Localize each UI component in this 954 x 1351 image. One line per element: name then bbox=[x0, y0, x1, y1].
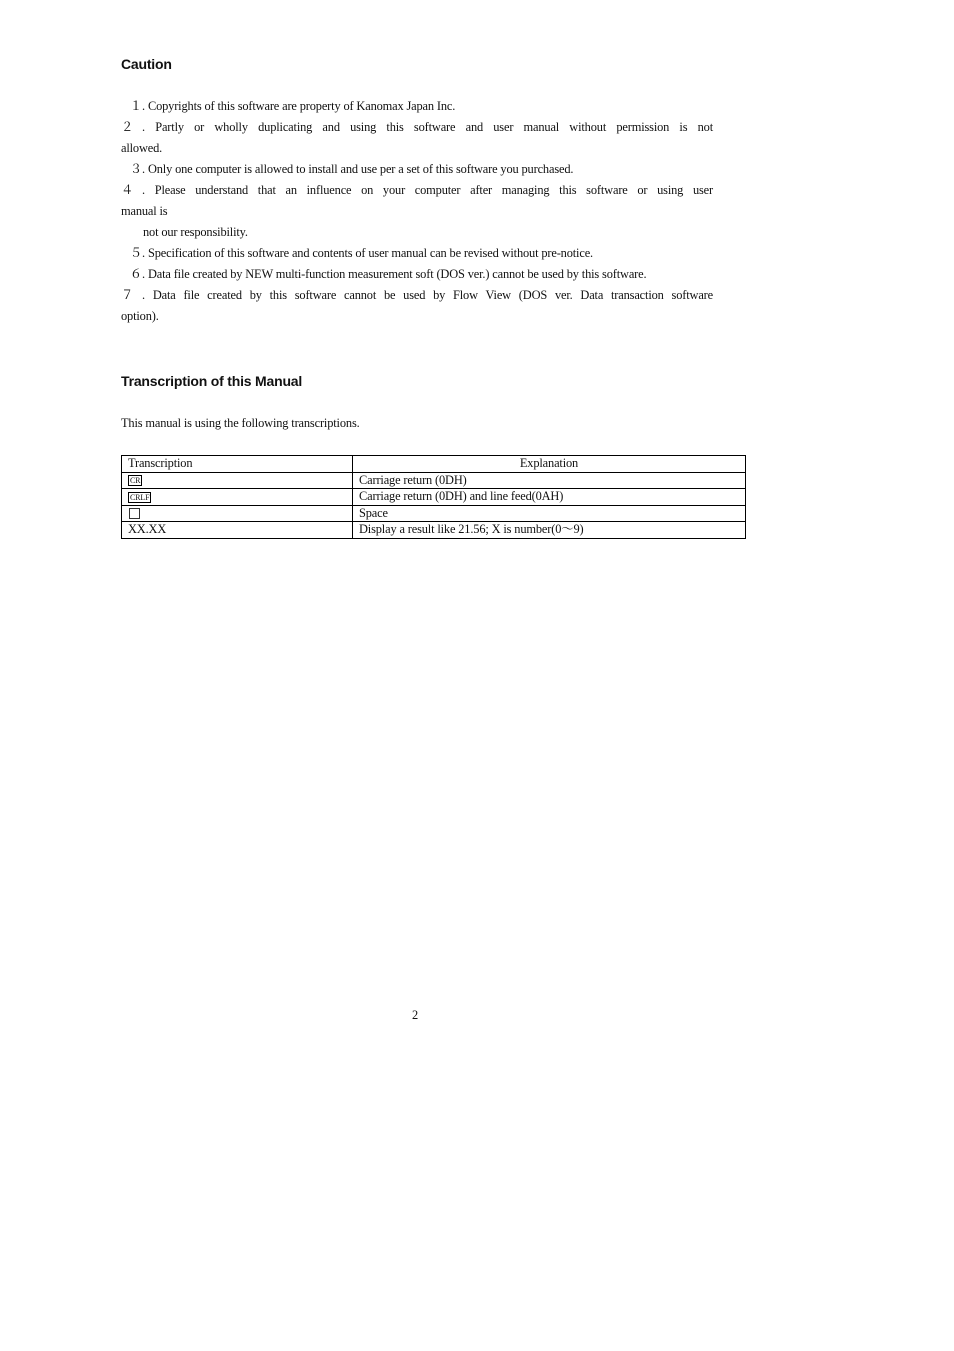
transcription-cell bbox=[122, 472, 353, 489]
table-row bbox=[122, 472, 746, 489]
item-text: Data file created by NEW multi-function measurement soft (DOS ver.) cannot be used by this software. bbox=[147, 267, 647, 281]
caution-item-7 bbox=[121, 285, 713, 306]
caution-list bbox=[121, 96, 713, 327]
boxed-symbol: CR bbox=[130, 476, 141, 486]
explanation-cell: Display a result like 21.56; X is number(0～9) bbox=[353, 522, 746, 539]
column-header-transcription: Transcription bbox=[122, 456, 353, 473]
item-text: Specification of this software and contents of user manual can be revised without pre-notice. bbox=[147, 246, 593, 260]
transcription-intro: This manual is using the following transcriptions. bbox=[121, 416, 360, 430]
boxed-symbol: CRLF bbox=[130, 492, 150, 502]
item-number: ３. bbox=[129, 162, 145, 176]
caution-item-1 bbox=[121, 96, 713, 117]
caution-item-6 bbox=[121, 264, 713, 285]
caution-item-4-continuation: manual is bbox=[121, 204, 168, 218]
space-square-icon bbox=[129, 508, 140, 519]
item-text: Please understand that an influence on your computer after managing this software or using user bbox=[154, 183, 713, 197]
caution-item-4-continuation-2: not our responsibility. bbox=[143, 225, 248, 239]
caution-item-4 bbox=[121, 180, 713, 201]
transcription-heading: Transcription of this Manual bbox=[121, 373, 303, 389]
item-text: Copyrights of this software are property of Kanomax Japan Inc. bbox=[147, 99, 456, 113]
item-number: ５. bbox=[129, 246, 145, 260]
item-number: ７. bbox=[121, 288, 145, 302]
table-header-row bbox=[122, 456, 746, 473]
caution-item-2-continuation: allowed. bbox=[121, 141, 163, 155]
table-row bbox=[122, 505, 746, 522]
caution-item-5 bbox=[121, 243, 713, 264]
transcription-cell bbox=[122, 489, 353, 506]
transcription-cell: XX.XX bbox=[122, 522, 353, 539]
item-number: ４. bbox=[121, 183, 145, 197]
item-number: ２. bbox=[121, 120, 145, 134]
caution-item-7-continuation: option). bbox=[121, 309, 159, 323]
item-text: Partly or wholly duplicating and using this software and user manual without permission is not bbox=[155, 120, 713, 134]
item-number: ６. bbox=[129, 267, 145, 281]
item-text: Only one computer is allowed to install and use per a set of this software you purchased. bbox=[147, 162, 574, 176]
caution-item-3 bbox=[121, 159, 713, 180]
explanation-cell: Space bbox=[353, 505, 746, 522]
table-row bbox=[122, 489, 746, 506]
table-row bbox=[122, 522, 746, 539]
column-header-explanation: Explanation bbox=[353, 456, 746, 473]
explanation-cell: Carriage return (0DH) and line feed(0AH) bbox=[353, 489, 746, 506]
page-number: 2 bbox=[412, 1008, 419, 1022]
item-number: １. bbox=[129, 99, 145, 113]
transcription-table bbox=[121, 455, 746, 539]
caution-heading: Caution bbox=[121, 56, 172, 72]
caution-item-2 bbox=[121, 117, 713, 138]
item-text: Data file created by this software cannot be used by Flow View (DOS ver. Data transaction software bbox=[152, 288, 713, 302]
explanation-cell: Carriage return (0DH) bbox=[353, 472, 746, 489]
transcription-cell bbox=[122, 505, 353, 522]
